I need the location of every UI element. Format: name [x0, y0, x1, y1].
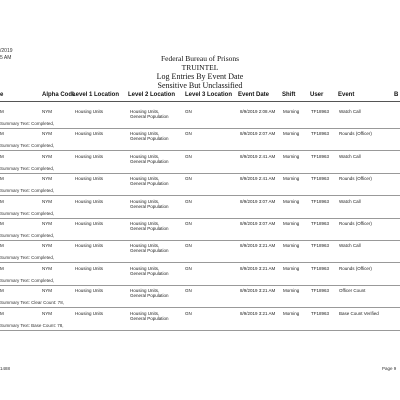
table-cell-event: Rounds (Officer): [339, 176, 372, 182]
table-cell-shift: Morning: [283, 288, 300, 294]
table-cell-c0: M: [0, 221, 4, 226]
column-header: B: [394, 92, 399, 98]
table-cell-l3: GN: [185, 176, 192, 182]
table-cell-l1: Housing Units: [75, 109, 104, 114]
table-cell-alpha: NYM: [42, 131, 52, 137]
page-number: Page 9: [382, 366, 397, 371]
table-cell-shift: Morning: [283, 265, 300, 271]
table-cell-user: TF18963: [311, 221, 330, 226]
table-cell-alpha: NYM: [42, 198, 52, 204]
table-cell-event: Watch Call: [339, 243, 361, 249]
table-cell-user: TF18963: [311, 243, 330, 249]
column-header: Level 3 Location: [185, 92, 233, 98]
classification-label: Sensitive But Unclassified: [157, 81, 243, 90]
table-cell-user: TF18963: [311, 153, 330, 159]
table-row: [0, 221, 400, 241]
column-header: Shift: [282, 92, 296, 98]
table-cell-l1: Housing Units: [75, 265, 104, 271]
report-date: /2019: [0, 48, 13, 54]
table-cell-user: TF18963: [311, 265, 330, 271]
table-cell-l2: Housing Units, General Population: [130, 221, 169, 231]
table-cell-user: TF18963: [311, 109, 330, 114]
report-title: Log Entries By Event Date: [156, 72, 244, 81]
table-cell-c0: M: [0, 176, 4, 182]
column-header: User: [310, 92, 324, 98]
column-header: Level 2 Location: [128, 92, 176, 98]
table-cell-shift: Morning: [283, 310, 300, 316]
table-cell-event: Rounds (Officer): [339, 131, 372, 137]
column-header: Event: [338, 92, 355, 98]
table-cell-shift: Morning: [283, 109, 300, 114]
table-cell-c0: M: [0, 109, 4, 114]
table-cell-c0: M: [0, 310, 4, 316]
row-divider: [0, 240, 400, 241]
table-cell-c0: M: [0, 265, 4, 271]
table-cell-l2: Housing Units, General Population: [130, 131, 169, 142]
table-cell-alpha: NYM: [42, 153, 52, 159]
column-header-row: [0, 91, 400, 101]
table-cell-event: Watch Call: [339, 153, 361, 159]
agency-name: Federal Bureau of Prisons: [160, 54, 240, 63]
table-cell-l1: Housing Units: [75, 243, 104, 249]
table-cell-shift: Morning: [283, 221, 300, 226]
table-cell-alpha: NYM: [42, 176, 52, 182]
row-divider: [0, 262, 400, 263]
table-cell-alpha: NYM: [42, 310, 52, 316]
table-cell-l1: Housing Units: [75, 176, 104, 182]
table-cell-date: 8/9/2019 2:07 AM: [240, 131, 276, 137]
table-cell-l3: GN: [185, 198, 192, 204]
summary-text: Summary Text: Completed,: [0, 121, 55, 126]
table-cell-user: TF18963: [311, 198, 330, 204]
table-cell-l1: Housing Units: [75, 198, 104, 204]
summary-text: Summary Text: Clear Count: 78,: [0, 300, 64, 306]
summary-text: Summary Text: Completed,: [0, 143, 55, 149]
summary-text: Summary Text: Completed,: [0, 233, 55, 238]
table-cell-l2: Housing Units, General Population: [130, 176, 169, 187]
table-cell-l2: Housing Units, General Population: [130, 198, 169, 209]
table-cell-alpha: NYM: [42, 288, 52, 294]
table-row: [0, 199, 400, 219]
table-cell-user: TF18963: [311, 131, 330, 137]
table-cell-alpha: NYM: [42, 221, 52, 226]
table-cell-date: 8/9/2019 3:07 AM: [240, 198, 276, 204]
table-cell-l3: GN: [185, 221, 192, 226]
table-cell-alpha: NYM: [42, 109, 52, 114]
table-cell-date: 8/9/2019 3:21 AM: [240, 243, 276, 249]
row-divider: [0, 150, 400, 151]
table-cell-l2: Housing Units, General Population: [130, 265, 169, 276]
table-cell-alpha: NYM: [42, 265, 52, 271]
header-divider: [0, 101, 400, 102]
row-divider: [0, 128, 400, 129]
table-cell-event: Watch Call: [339, 198, 361, 204]
table-cell-shift: Morning: [283, 131, 300, 137]
column-header: e: [0, 92, 4, 98]
table-cell-event: Rounds (Officer): [339, 265, 372, 271]
summary-text: Summary Text: Completed,: [0, 277, 55, 283]
table-cell-c0: M: [0, 153, 4, 159]
table-cell-date: 8/9/2019 2:41 AM: [240, 153, 276, 159]
summary-text: Summary Text: Completed,: [0, 188, 55, 194]
table-cell-shift: Morning: [283, 198, 300, 204]
table-cell-alpha: NYM: [42, 243, 52, 249]
footer-left: 1488: [0, 366, 11, 371]
row-divider: [0, 195, 400, 196]
table-row: [0, 288, 400, 308]
table-cell-date: 8/9/2019 3:21 AM: [240, 288, 276, 294]
table-row: [0, 243, 400, 263]
row-divider: [0, 307, 400, 308]
table-cell-date: 8/9/2019 2:41 AM: [240, 176, 276, 182]
table-cell-event: Base Count Verified: [339, 310, 379, 316]
column-header: Alpha Code: [42, 92, 76, 98]
table-cell-l3: GN: [185, 153, 192, 159]
row-divider: [0, 330, 400, 331]
summary-text: Summary Text: Completed,: [0, 255, 55, 261]
table-row: [0, 109, 400, 129]
table-cell-l3: GN: [185, 288, 192, 294]
column-header: Level 1 Location: [72, 92, 120, 98]
table-row: [0, 154, 400, 174]
table-cell-date: 8/9/2019 2:08 AM: [240, 109, 276, 114]
table-cell-user: TF18963: [311, 176, 330, 182]
table-cell-l3: GN: [185, 265, 192, 271]
table-cell-l2: Housing Units, General Population: [130, 243, 169, 254]
table-row: [0, 131, 400, 151]
row-divider: [0, 218, 400, 219]
table-row: [0, 311, 400, 331]
summary-text: Summary Text: Completed,: [0, 210, 55, 216]
system-name: TRUINTEL: [181, 63, 219, 72]
table-cell-l3: GN: [185, 243, 192, 249]
table-cell-l1: Housing Units: [75, 153, 104, 159]
table-cell-c0: M: [0, 198, 4, 204]
table-cell-l1: Housing Units: [75, 310, 104, 316]
table-cell-user: TF18963: [311, 288, 330, 294]
table-cell-user: TF18963: [311, 310, 330, 316]
table-cell-l3: GN: [185, 310, 192, 316]
table-cell-c0: M: [0, 243, 4, 249]
row-divider: [0, 173, 400, 174]
summary-text: Summary Text: Base Count: 78,: [0, 322, 64, 328]
table-cell-date: 8/9/2019 3:07 AM: [240, 221, 276, 226]
table-cell-date: 8/9/2019 3:21 AM: [240, 310, 276, 316]
table-cell-l1: Housing Units: [75, 131, 104, 137]
table-cell-l2: Housing Units, General Population: [130, 109, 169, 119]
row-divider: [0, 285, 400, 286]
table-cell-event: Officer Count: [339, 288, 366, 294]
table-row: [0, 176, 400, 196]
table-cell-c0: M: [0, 288, 4, 294]
table-cell-l2: Housing Units, General Population: [130, 153, 169, 164]
column-header: Event Date: [238, 92, 270, 98]
summary-text: Summary Text: Completed,: [0, 165, 55, 171]
table-cell-event: Rounds (Officer): [339, 221, 372, 226]
table-cell-date: 8/9/2019 3:21 AM: [240, 265, 276, 271]
table-cell-l1: Housing Units: [75, 221, 104, 226]
report-time: 5 AM: [0, 55, 12, 61]
table-cell-shift: Morning: [283, 153, 300, 159]
table-cell-l3: GN: [185, 131, 192, 137]
table-cell-l1: Housing Units: [75, 288, 104, 294]
table-cell-l3: GN: [185, 109, 192, 114]
table-cell-l2: Housing Units, General Population: [130, 288, 169, 299]
table-cell-event: Watch Call: [339, 109, 361, 114]
table-cell-l2: Housing Units, General Population: [130, 310, 169, 321]
table-row: [0, 266, 400, 286]
table-cell-shift: Morning: [283, 176, 300, 182]
table-cell-shift: Morning: [283, 243, 300, 249]
table-cell-c0: M: [0, 131, 4, 137]
